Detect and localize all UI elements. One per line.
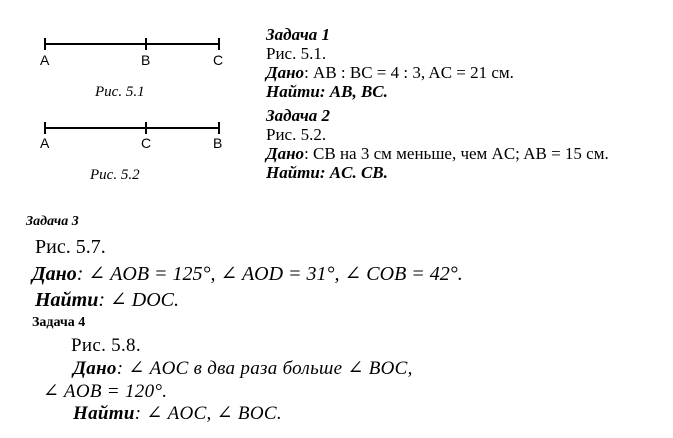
fig2-point-b: B xyxy=(213,135,223,151)
find-text: : ∠ AOC, ∠ BOC. xyxy=(134,403,282,424)
task2-title: Задача 2 xyxy=(266,106,331,125)
fig1-point-b: B xyxy=(141,52,151,68)
given-text: : ∠ AOC в два раза больше ∠ BOC, xyxy=(116,358,413,379)
task4-title: Задача 4 xyxy=(32,315,86,330)
task3-fig-ref: Рис. 5.7. xyxy=(35,236,106,258)
task1-title: Задача 1 xyxy=(266,25,331,44)
task2-fig-ref: Рис. 5.2. xyxy=(266,125,327,144)
task2-given xyxy=(266,144,609,163)
given-text: : AB : BC = 4 : 3, AC = 21 см. xyxy=(304,63,514,82)
find-text: : ∠ DOC. xyxy=(98,289,180,311)
task3-given xyxy=(32,262,463,286)
find-text: : AC. CB. xyxy=(319,163,388,182)
given-label: Дано xyxy=(73,358,117,379)
given-label: Дано xyxy=(266,63,305,82)
task1-fig-ref: Рис. 5.1. xyxy=(266,44,327,63)
task4-fig-ref: Рис. 5.8. xyxy=(71,335,141,356)
task3-find xyxy=(35,288,179,312)
task1-given xyxy=(266,63,514,82)
given-text: : ∠ AOB = 125°, ∠ AOD = 31°, ∠ COB = 42°. xyxy=(76,263,463,285)
task1-find xyxy=(266,82,388,101)
fig2-caption: Рис. 5.2 xyxy=(90,167,140,183)
task2-find xyxy=(266,163,388,182)
find-label: Найти xyxy=(73,403,135,424)
fig2-point-a: A xyxy=(40,135,50,151)
fig1-caption: Рис. 5.1 xyxy=(95,84,145,100)
find-label: Найти xyxy=(35,289,99,311)
fig1-point-c: C xyxy=(213,52,224,68)
fig1-point-a: A xyxy=(40,52,50,68)
given-text: : CB на 3 см меньше, чем AC; AB = 15 см. xyxy=(304,144,609,163)
given-label: Дано xyxy=(266,144,305,163)
task4-find xyxy=(73,402,282,425)
fig2-point-c: C xyxy=(141,135,152,151)
task4-given xyxy=(73,357,413,380)
task4-given-line2: ∠ AOB = 120°. xyxy=(43,381,168,402)
task3-title: Задача 3 xyxy=(26,214,79,229)
find-text: : AB, BC. xyxy=(319,82,388,101)
find-label: Найти xyxy=(266,163,320,182)
given-label: Дано xyxy=(32,263,77,285)
find-label: Найти xyxy=(266,82,320,101)
